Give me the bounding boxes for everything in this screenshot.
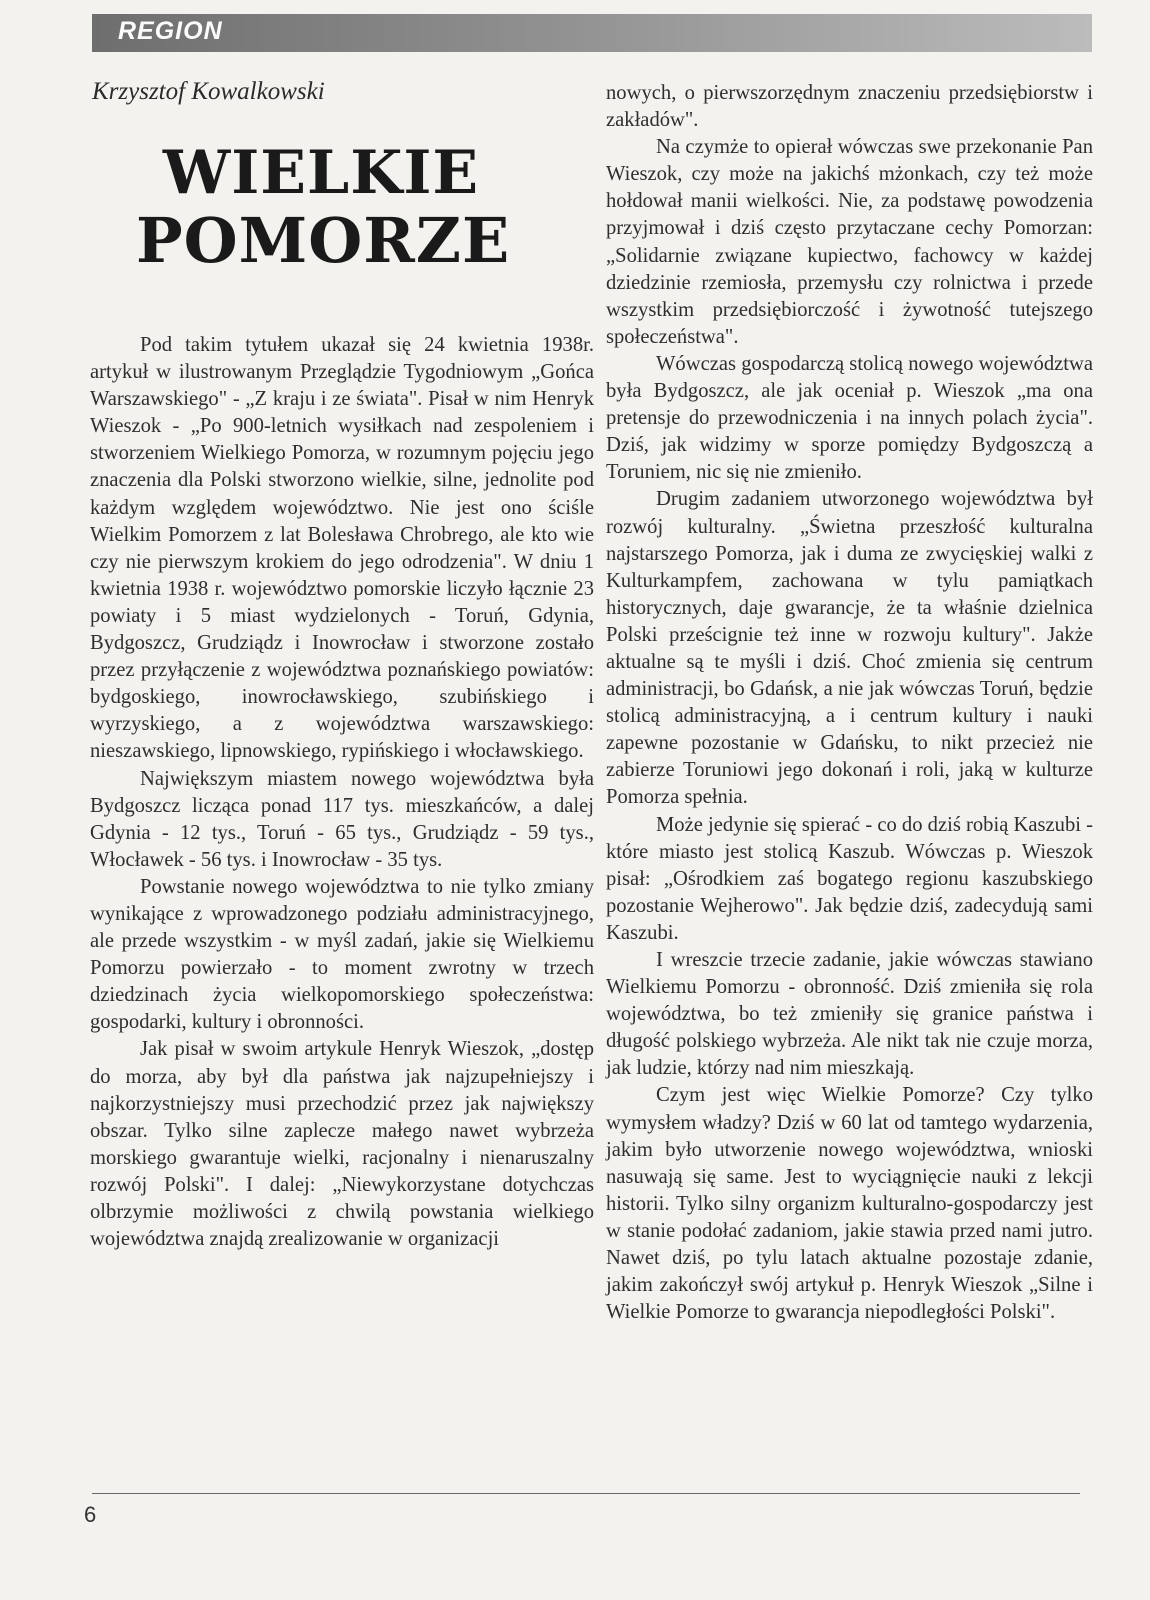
paragraph: Jak pisał w swoim artykule Henryk Wieszok, „dostęp do morza, aby był dla państwa jak najzupełniejszy i najkorzystniejszy musi przechodzić przez jak największy obszar. Tylko silne zaplecze małego nawet wybrzeża morskiego gwarantuje wielki, racjonalny i nienaruszalny rozwój Polski". I dalej: „Niewykorzystane dotychczas olbrzymie możliwości z chwilą powstania wielkiego województwa znajdą zrealizowanie w organizacji [90, 1038, 594, 1251]
footer-divider [92, 1493, 1080, 1494]
page-number: 6 [84, 1502, 97, 1527]
paragraph: Powstanie nowego województwa to nie tylko zmiany wynikające z wprowadzonego podziału administracyjnego, ale przede wszystkim - w myśl zadań, jakie się Wielkiemu Pomorzu powierzało - to moment zwrotny w trzech dziedzinach życia wielkopomorskiego społeczeństwa: gospodarki, kultury i obronności. [90, 875, 594, 1034]
paragraph: Może jedynie się spierać - co do dziś robią Kaszubi - które miasto jest stolicą Kaszub. Wówczas p. Wieszok pisał: „Ośrodkiem zaś bogatego regionu kaszubskiego pozostanie Wejherowo". Jak będzie dziś, zadecydują sami Kaszubi. [606, 813, 1093, 944]
section-label: REGION [118, 17, 223, 45]
article-author: Krzysztof Kowalkowski [92, 78, 325, 105]
paragraph: nowych, o pierwszorzędnym znaczeniu przedsiębiorstw i zakładów". [606, 82, 1093, 132]
section-header-bar [92, 14, 1092, 52]
article-title-line-2: POMORZE [136, 204, 511, 277]
paragraph: Na czymże to opierał wówczas swe przekonanie Pan Wieszok, czy może na jakichś mżonkach, czy też może hołdował manii wielkości. Nie, za podstawę powodzenia przyjmował i dziś często przytaczane cechy Pomorzan: „Solidarnie związane kupiectwo, fachowcy w każdej dziedzinie rzemiosła, przemysłu czy rolnictwa i przede wszystkim przedsiębiorczość i żywotność tutejszego społeczeństwa". [606, 136, 1093, 348]
paragraph: Pod takim tytułem ukazał się 24 kwietnia 1938r. artykuł w ilustrowanym Przeglądzie Tygodniowym „Gońca Warszawskiego" - „Z kraju i ze świata". Pisał w nim Henryk Wieszok - „Po 900-letnich wysiłkach nad zespoleniem i stworzeniem Wielkiego Pomorza, w rozumnym pojęciu jego znaczenia dla Polski stworzono wielkie, silne, jednolite pod każdym względem województwo. Nie jest ono ściśle Wielkim Pomorzem z lat Bolesława Chrobrego, ale kto wie czy nie pierwszym krokiem do jego odrodzenia". W dniu 1 kwietnia 1938 r. województwo pomorskie liczyło łącznie 23 powiaty i 5 miast wydzielonych - Toruń, Gdynia, Bydgoszcz, Grudziądz i Inowrocław i stworzone zostało przez przyłączenie z województwa poznańskiego powiatów: bydgoskiego, inowrocławskiego, szubińskiego i wyrzyskiego, a z województwa warszawskiego: nieszawskiego, lipnowskiego, rypińskiego i włocławskiego. [90, 334, 594, 763]
paragraph: Największym miastem nowego województwa była Bydgoszcz licząca ponad 117 tys. mieszkańców, a dalej Gdynia - 12 tys., Toruń - 65 tys., Grudziądz - 59 tys., Włocławek - 56 tys. i Inowrocław - 35 tys. [90, 767, 594, 871]
article-column-right [606, 80, 1093, 1326]
paragraph: I wreszcie trzecie zadanie, jakie wówczas stawiano Wielkiemu Pomorzu - obronność. Dziś zmieniła się rola województwa, bo też zmieniły się granice państwa i długość polskiego wybrzeża. Ale nikt tak nie czuje morza, jak ludzie, którzy nad nim mieszkają. [606, 949, 1093, 1080]
paragraph: Czym jest więc Wielkie Pomorze? Czy tylko wymysłem władzy? Dziś w 60 lat od tamtego wydarzenia, jakim było utworzenie nowego województwa, wnioski nasuwają się same. Jest to wyciągnięcie nauki z lekcji historii. Tylko silny organizm kulturalno-gospodarczy jest w stanie podołać zadaniom, jakie stawia przed nami jutro. Nawet dziś, po tylu latach aktualne pozostaje zdanie, jakim zakończył swój artykuł p. Henryk Wieszok „Silne i Wielkie Pomorze to gwarancja niepodległości Polski". [606, 1084, 1093, 1324]
paragraph: Drugim zadaniem utworzonego województwa był rozwój kulturalny. „Świetna przeszłość kulturalna najstarszego Pomorza, jak i duma ze zwycięskiej walki z Kulturkampfem, zachowana w tylu pamiątkach historycznych, daje gwarancje, że ta właśnie dzielnica Polski prześcignie też inne w rozwoju kultury". Jakże aktualne są te myśli i dziś. Choć zmienia się centrum administracji, bo Gdańsk, a nie jak wówczas Toruń, będzie stolicą administracyjną, a i centrum kultury i nauki zapewne pozostanie w Gdańsku, to nikt przecież nie zabierze Toruniowi jego dokonań i roli, jaką w kulturze Pomorza spełnia. [606, 488, 1093, 809]
article-column-left [90, 332, 594, 1253]
article-title-line-1: WIELKIE [162, 138, 480, 208]
paragraph: Wówczas gospodarczą stolicą nowego województwa była Bydgoszcz, ale jak oceniał p. Wieszok „ma ona pretensje do przewodniczenia i na innych polach życia". Dziś, jak widzimy w sporze pomiędzy Bydgoszczą a Toruniem, nic się nie zmieniło. [606, 352, 1093, 484]
